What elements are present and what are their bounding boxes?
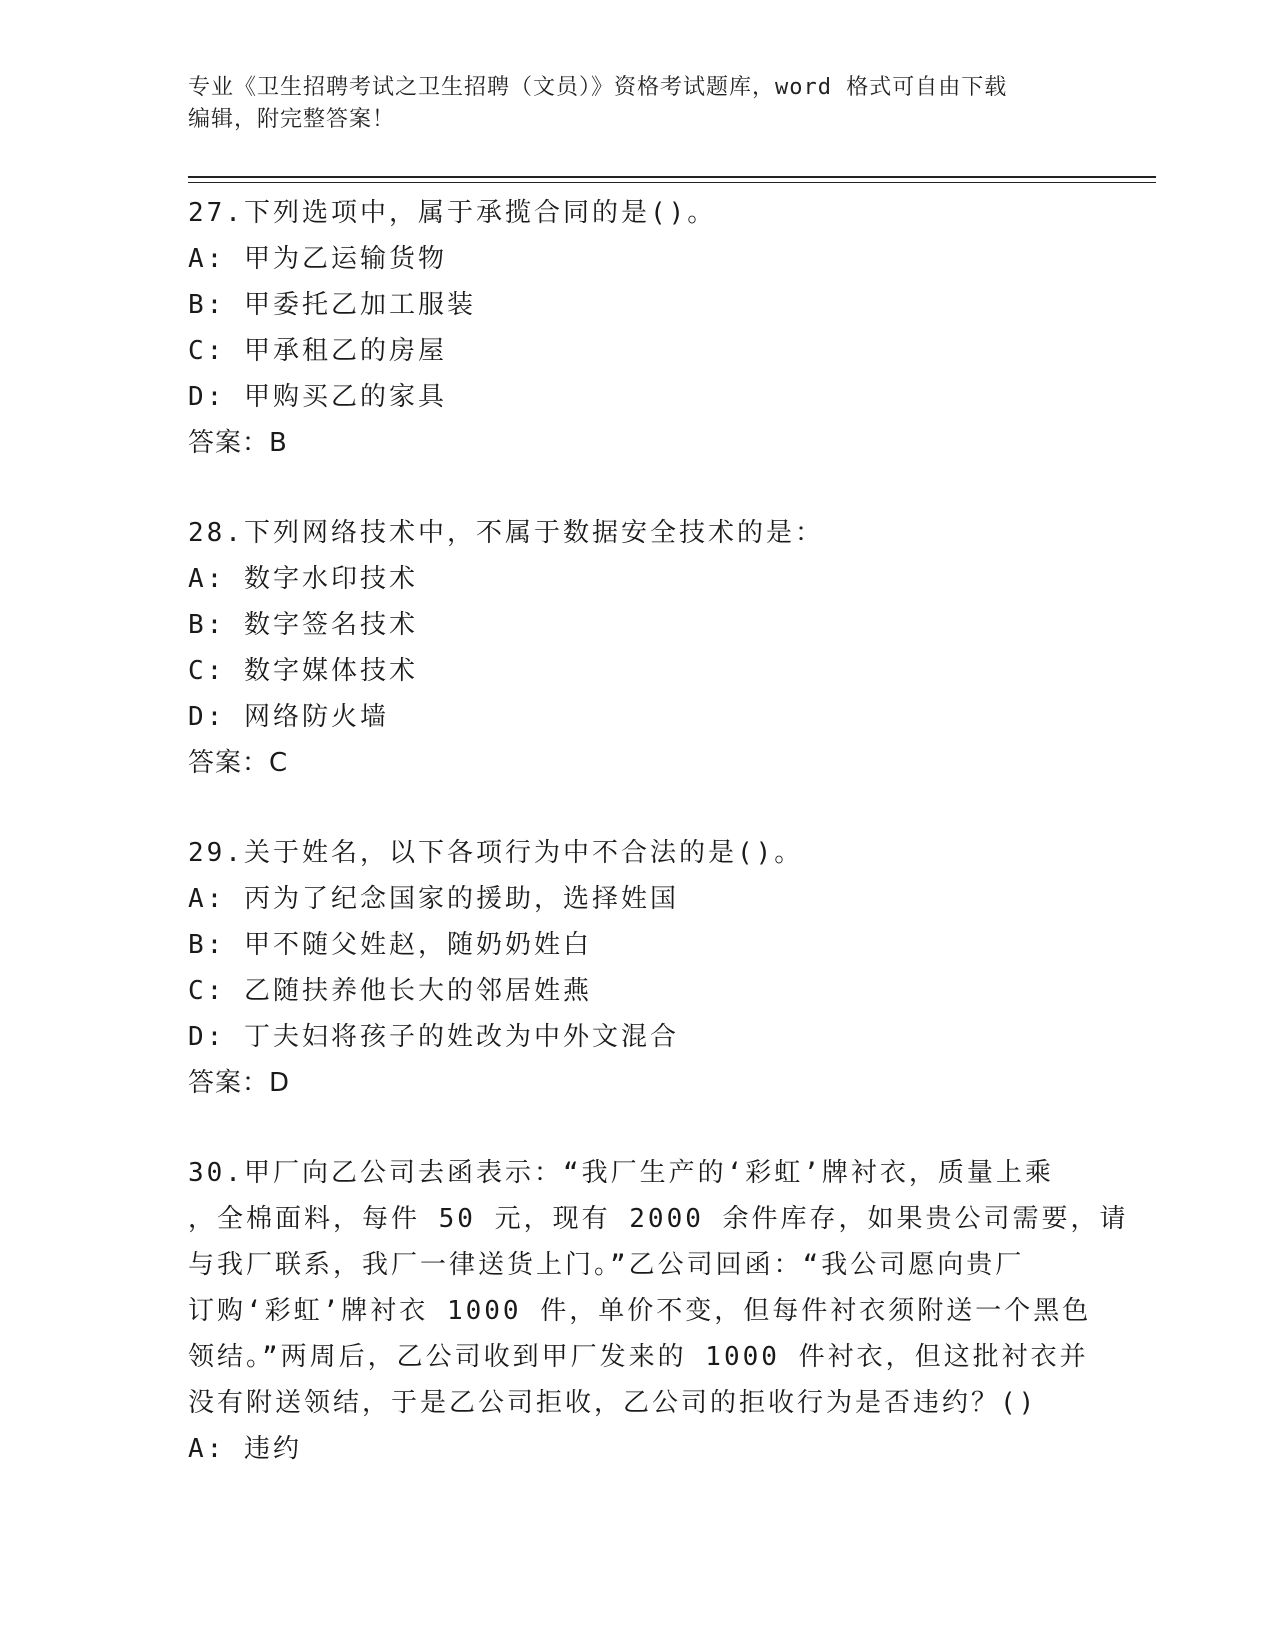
document-header — [188, 72, 1068, 136]
answer: 答案：B — [188, 428, 288, 458]
question-stem: 29.关于姓名，以下各项行为中不合法的是()。 — [188, 838, 804, 868]
option-c: C: 数字媒体技术 — [188, 656, 418, 686]
option-a: A: 丙为了纪念国家的援助，选择姓国 — [188, 884, 679, 914]
question-27 — [188, 190, 1088, 466]
option-a: A: 违约 — [188, 1434, 302, 1464]
question-stem-line: ，全棉面料，每件 50 元，现有 2000 余件库存，如果贵公司需要，请 — [188, 1204, 1129, 1234]
question-29 — [188, 830, 1088, 1106]
option-d: D: 丁夫妇将孩子的姓改为中外文混合 — [188, 1022, 679, 1052]
option-b: B: 甲不随父姓赵，随奶奶姓白 — [188, 930, 592, 960]
option-c: C: 乙随扶养他长大的邻居姓燕 — [188, 976, 592, 1006]
question-stem-line: 订购‘彩虹’牌衬衣 1000 件，单价不变，但每件衬衣须附送一个黑色 — [188, 1296, 1092, 1326]
answer: 答案：D — [188, 1068, 291, 1098]
header-divider-thick — [188, 176, 1156, 178]
question-stem: 28.下列网络技术中，不属于数据安全技术的是： — [188, 518, 824, 548]
question-stem-line: 30.甲厂向乙公司去函表示：“我厂生产的‘彩虹’牌衬衣，质量上乘 — [188, 1158, 1054, 1188]
question-stem: 27.下列选项中，属于承揽合同的是()。 — [188, 198, 717, 228]
option-a: A: 数字水印技术 — [188, 564, 418, 594]
question-stem-line: 领结。”两周后，乙公司收到甲厂发来的 1000 件衬衣，但这批衬衣并 — [188, 1342, 1089, 1372]
option-d: D: 网络防火墙 — [188, 702, 389, 732]
question-list — [188, 190, 1129, 1472]
header-divider-thin — [188, 182, 1156, 183]
option-c: C: 甲承租乙的房屋 — [188, 336, 447, 366]
option-b: B: 甲委托乙加工服装 — [188, 290, 476, 320]
header-line-1: 专业《卫生招聘考试之卫生招聘（文员）》资格考试题库，word 格式可自由下载 — [188, 75, 1008, 100]
option-a: A: 甲为乙运输货物 — [188, 244, 447, 274]
question-28 — [188, 510, 1088, 786]
header-line-2: 编辑，附完整答案！ — [188, 107, 396, 132]
option-d: D: 甲购买乙的家具 — [188, 382, 447, 412]
question-stem-line: 与我厂联系，我厂一律送货上门。”乙公司回函：“我公司愿向贵厂 — [188, 1250, 1025, 1280]
question-stem-line: 没有附送领结，于是乙公司拒收，乙公司的拒收行为是否违约？() — [188, 1388, 1038, 1418]
option-b: B: 数字签名技术 — [188, 610, 418, 640]
question-30 — [188, 1150, 1129, 1472]
answer: 答案：C — [188, 748, 289, 778]
